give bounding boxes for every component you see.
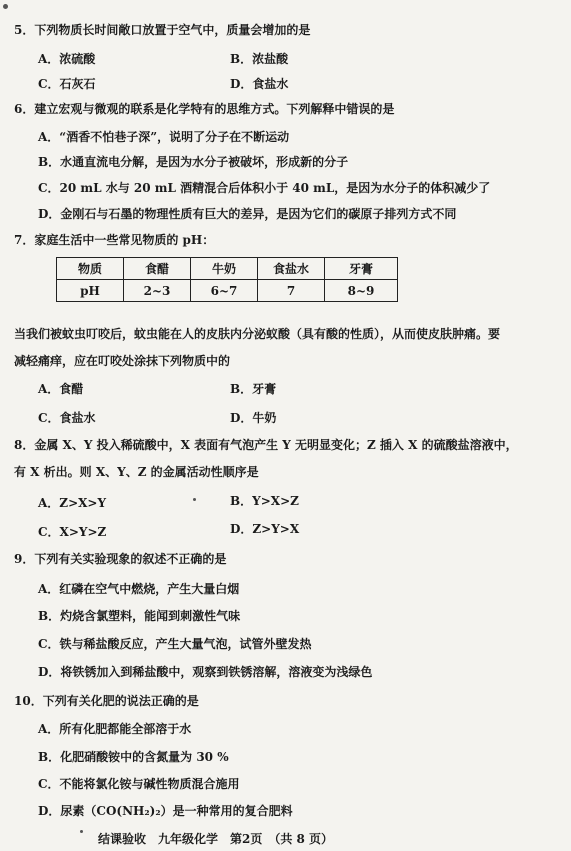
q10-option-c: C．不能将氯化铵与碱性物质混合施用 bbox=[38, 777, 240, 791]
table-cell: 食醋 bbox=[124, 258, 191, 280]
q9-stem: 9．下列有关实验现象的叙述不正确的是 bbox=[14, 552, 227, 566]
q9-option-d: D．将铁锈加入到稀盐酸中，观察到铁锈溶解，溶液变为浅绿色 bbox=[38, 665, 373, 679]
q7-option-c: C．食盐水 bbox=[38, 411, 96, 425]
table-cell: 牛奶 bbox=[191, 258, 258, 280]
table-cell: 8~9 bbox=[325, 280, 398, 302]
q6-stem: 6．建立宏观与微观的联系是化学特有的思维方式。下列解释中错误的是 bbox=[14, 102, 395, 116]
scan-speck bbox=[80, 830, 83, 833]
q10-option-a: A．所有化肥都能全部溶于水 bbox=[38, 722, 192, 736]
q9-option-a: A．红磷在空气中燃烧，产生大量白烟 bbox=[38, 582, 240, 596]
q7-option-d: D．牛奶 bbox=[230, 411, 277, 425]
ph-table-value-row bbox=[57, 280, 398, 302]
q10-stem: 10．下列有关化肥的说法正确的是 bbox=[14, 694, 199, 708]
table-cell: 物质 bbox=[57, 258, 124, 280]
q5-stem: 5．下列物质长时间敞口放置于空气中，质量会增加的是 bbox=[14, 23, 311, 37]
q6-option-c: C．20 mL 水与 20 mL 酒精混合后体积小于 40 mL，是因为水分子的体积减少了 bbox=[38, 181, 491, 195]
q6-option-a: A．“酒香不怕巷子深”，说明了分子在不断运动 bbox=[38, 130, 290, 144]
q8-option-b: B．Y>X>Z bbox=[230, 494, 299, 508]
q7-option-a: A．食醋 bbox=[38, 382, 84, 396]
q9-option-b: B．灼烧含氯塑料，能闻到刺激性气味 bbox=[38, 609, 241, 623]
q10-option-b: B．化肥硝酸铵中的含氮量为 30 % bbox=[38, 750, 229, 764]
table-cell: 2~3 bbox=[124, 280, 191, 302]
q5-option-c: C．石灰石 bbox=[38, 77, 96, 91]
q6-option-d: D．金刚石与石墨的物理性质有巨大的差异，是因为它们的碳原子排列方式不同 bbox=[38, 207, 457, 221]
table-cell: pH bbox=[57, 280, 124, 302]
q10-option-d: D．尿素（CO(NH₂)₂）是一种常用的复合肥料 bbox=[38, 804, 293, 818]
q5-option-b: B．浓盐酸 bbox=[230, 52, 289, 66]
q7-option-b: B．牙膏 bbox=[230, 382, 277, 396]
q8-option-a: A．Z>X>Y bbox=[38, 496, 107, 510]
q5-option-a: A．浓硫酸 bbox=[38, 52, 96, 66]
q8-stem-line-2: 有 X 析出。则 X、Y、Z 的金属活动性顺序是 bbox=[14, 465, 259, 479]
scan-speck bbox=[193, 498, 196, 501]
q6-option-b: B．水通直流电分解，是因为水分子被破坏，形成新的分子 bbox=[38, 155, 349, 169]
q5-option-d: D．食盐水 bbox=[230, 77, 289, 91]
q7-paragraph-line-2: 减轻痛痒，应在叮咬处涂抹下列物质中的 bbox=[14, 354, 231, 368]
table-cell: 牙膏 bbox=[325, 258, 398, 280]
q7-stem: 7．家庭生活中一些常见物质的 pH： bbox=[14, 233, 215, 247]
table-cell: 6~7 bbox=[191, 280, 258, 302]
scan-speck bbox=[3, 4, 8, 9]
q8-stem-line-1: 8．金属 X、Y 投入稀硫酸中，X 表面有气泡产生 Y 无明显变化；Z 插入 X 的硫酸盐溶液中， bbox=[14, 438, 518, 452]
ph-table-header-row bbox=[57, 258, 398, 280]
q8-option-c: C．X>Y>Z bbox=[38, 525, 107, 539]
ph-table bbox=[56, 257, 398, 302]
page-footer: 结课验收 九年级化学 第2页 （共 8 页） bbox=[98, 832, 334, 846]
table-cell: 7 bbox=[258, 280, 325, 302]
q9-option-c: C．铁与稀盐酸反应，产生大量气泡，试管外壁发热 bbox=[38, 637, 312, 651]
q7-paragraph-line-1: 当我们被蚊虫叮咬后，蚊虫能在人的皮肤内分泌蚁酸（具有酸的性质），从而使皮肤肿痛。要 bbox=[14, 327, 501, 341]
q8-option-d: D．Z>Y>X bbox=[230, 522, 300, 536]
table-cell: 食盐水 bbox=[258, 258, 325, 280]
